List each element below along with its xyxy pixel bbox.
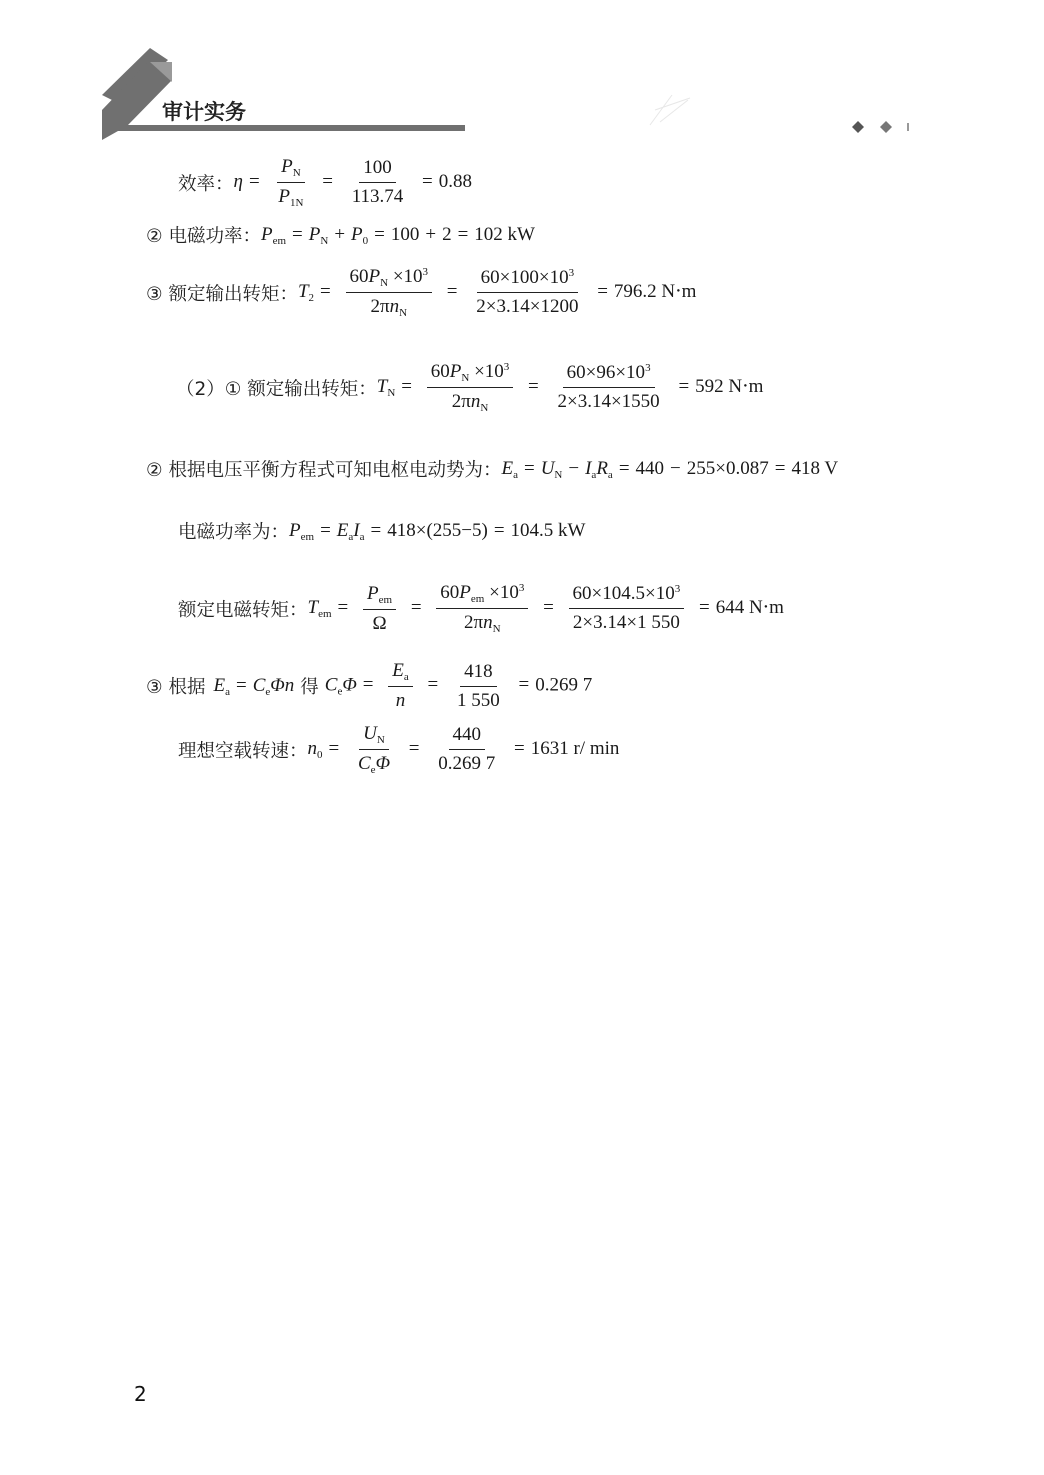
em-torque-result: 644 N⋅m (715, 596, 784, 618)
diamond-icon (852, 121, 864, 133)
emf-line (146, 456, 838, 482)
no-load-speed-result: 1631 r/ min (530, 737, 620, 759)
em-power-result: 102 kW (474, 223, 535, 245)
dot-icon (907, 123, 909, 131)
em-torque-formula: $T_{em}$ = $\frac{P_{em}}{\Omega}$ = $\frac{60P_{em} \times 10^3}{2\pi n_N}$ = $\frac{60\times 104.5\times 10^3}{2\times 3.14\times 1 550}$ = 644 N⋅m (307, 582, 784, 635)
ce-phi-line (146, 660, 592, 712)
rated-torque-line (146, 266, 696, 319)
em-power-line (146, 222, 535, 248)
rated-torque-formula: $T_2$ = $\frac{60P_N \times 10^3}{2\pi n_N}$ = $\frac{60\times 100\times 10^3}{2\times 3.14\times 1200}$ = 796.2 N⋅m (297, 266, 697, 319)
em-power2-line (178, 518, 585, 544)
watermark-mark (650, 95, 690, 125)
emf-formula: $E_a = U_N - I_aR_a = 440 - 255\times 0.087 = 418$ V (501, 457, 839, 481)
efficiency-result: 0.88 (438, 170, 472, 192)
no-load-speed-line (178, 723, 619, 776)
em-power2-label: 电磁功率为： (178, 522, 290, 543)
ce-phi-formula-2: $C_e\Phi$ = $\frac{E_a}{n}$ = $\frac{418}{1 550}$ = 0.269 7 (324, 660, 593, 711)
emf-label: ② 根据电压平衡方程式可知电枢电动势为： (146, 460, 502, 481)
em-power2-formula: $P_{em} = E_aI_a = 418\times(255-5) = 104.5$ kW (289, 519, 586, 543)
em-torque-line (178, 582, 784, 635)
part2-torque-line (176, 361, 763, 414)
no-load-speed-label: 理想空载转速： (178, 740, 308, 762)
em-power-label: ② 电磁功率： (146, 226, 261, 247)
rated-torque-label: ③ 额定输出转矩： (146, 283, 298, 305)
no-load-speed-formula: $n_0$ = $\frac{U_N}{C_e\Phi}$ = $\frac{440}{0.269 7}$ = 1631 r/ min (307, 723, 620, 776)
logo-shape-2 (102, 62, 465, 140)
efficiency-formula: η = $\frac{P_N}{P_{1N}}$ = $\frac{100}{113.74}$ = 0.88 (233, 156, 472, 209)
efficiency-label: 效率： (178, 173, 234, 195)
diamond-icon (880, 121, 892, 133)
em-power-formula: $P_{em} = P_N + P_0 = 100 + 2 = 102$ kW (260, 223, 535, 247)
efficiency-line (178, 156, 472, 209)
rated-torque-result: 796.2 N⋅m (613, 280, 697, 302)
emf-result: 418 V (791, 457, 839, 479)
header-title: 审计实务 (162, 100, 246, 124)
part2-torque-formula: $T_N$ = $\frac{60P_N \times 10^3}{2\pi n_N}$ = $\frac{60\times 96\times 10^3}{2\times 3.14\times 1550}$ = 592 N⋅m (376, 361, 764, 414)
by-label: ③ 根据 (146, 677, 206, 698)
part2-torque-result: 592 N⋅m (695, 375, 764, 397)
diamond-icons (852, 121, 909, 133)
ce-phi-formula: $E_a = C_e\Phi n$ (213, 674, 295, 698)
page-number: 2 (134, 1382, 147, 1406)
ce-phi-result: 0.269 7 (535, 674, 593, 696)
em-power2-result: 104.5 kW (510, 519, 586, 541)
em-torque-label: 额定电磁转矩： (178, 599, 308, 621)
part2-torque-label: （2）① 额定输出转矩： (176, 378, 377, 400)
header-decoration (0, 0, 1044, 160)
de-label: 得 (300, 677, 319, 698)
